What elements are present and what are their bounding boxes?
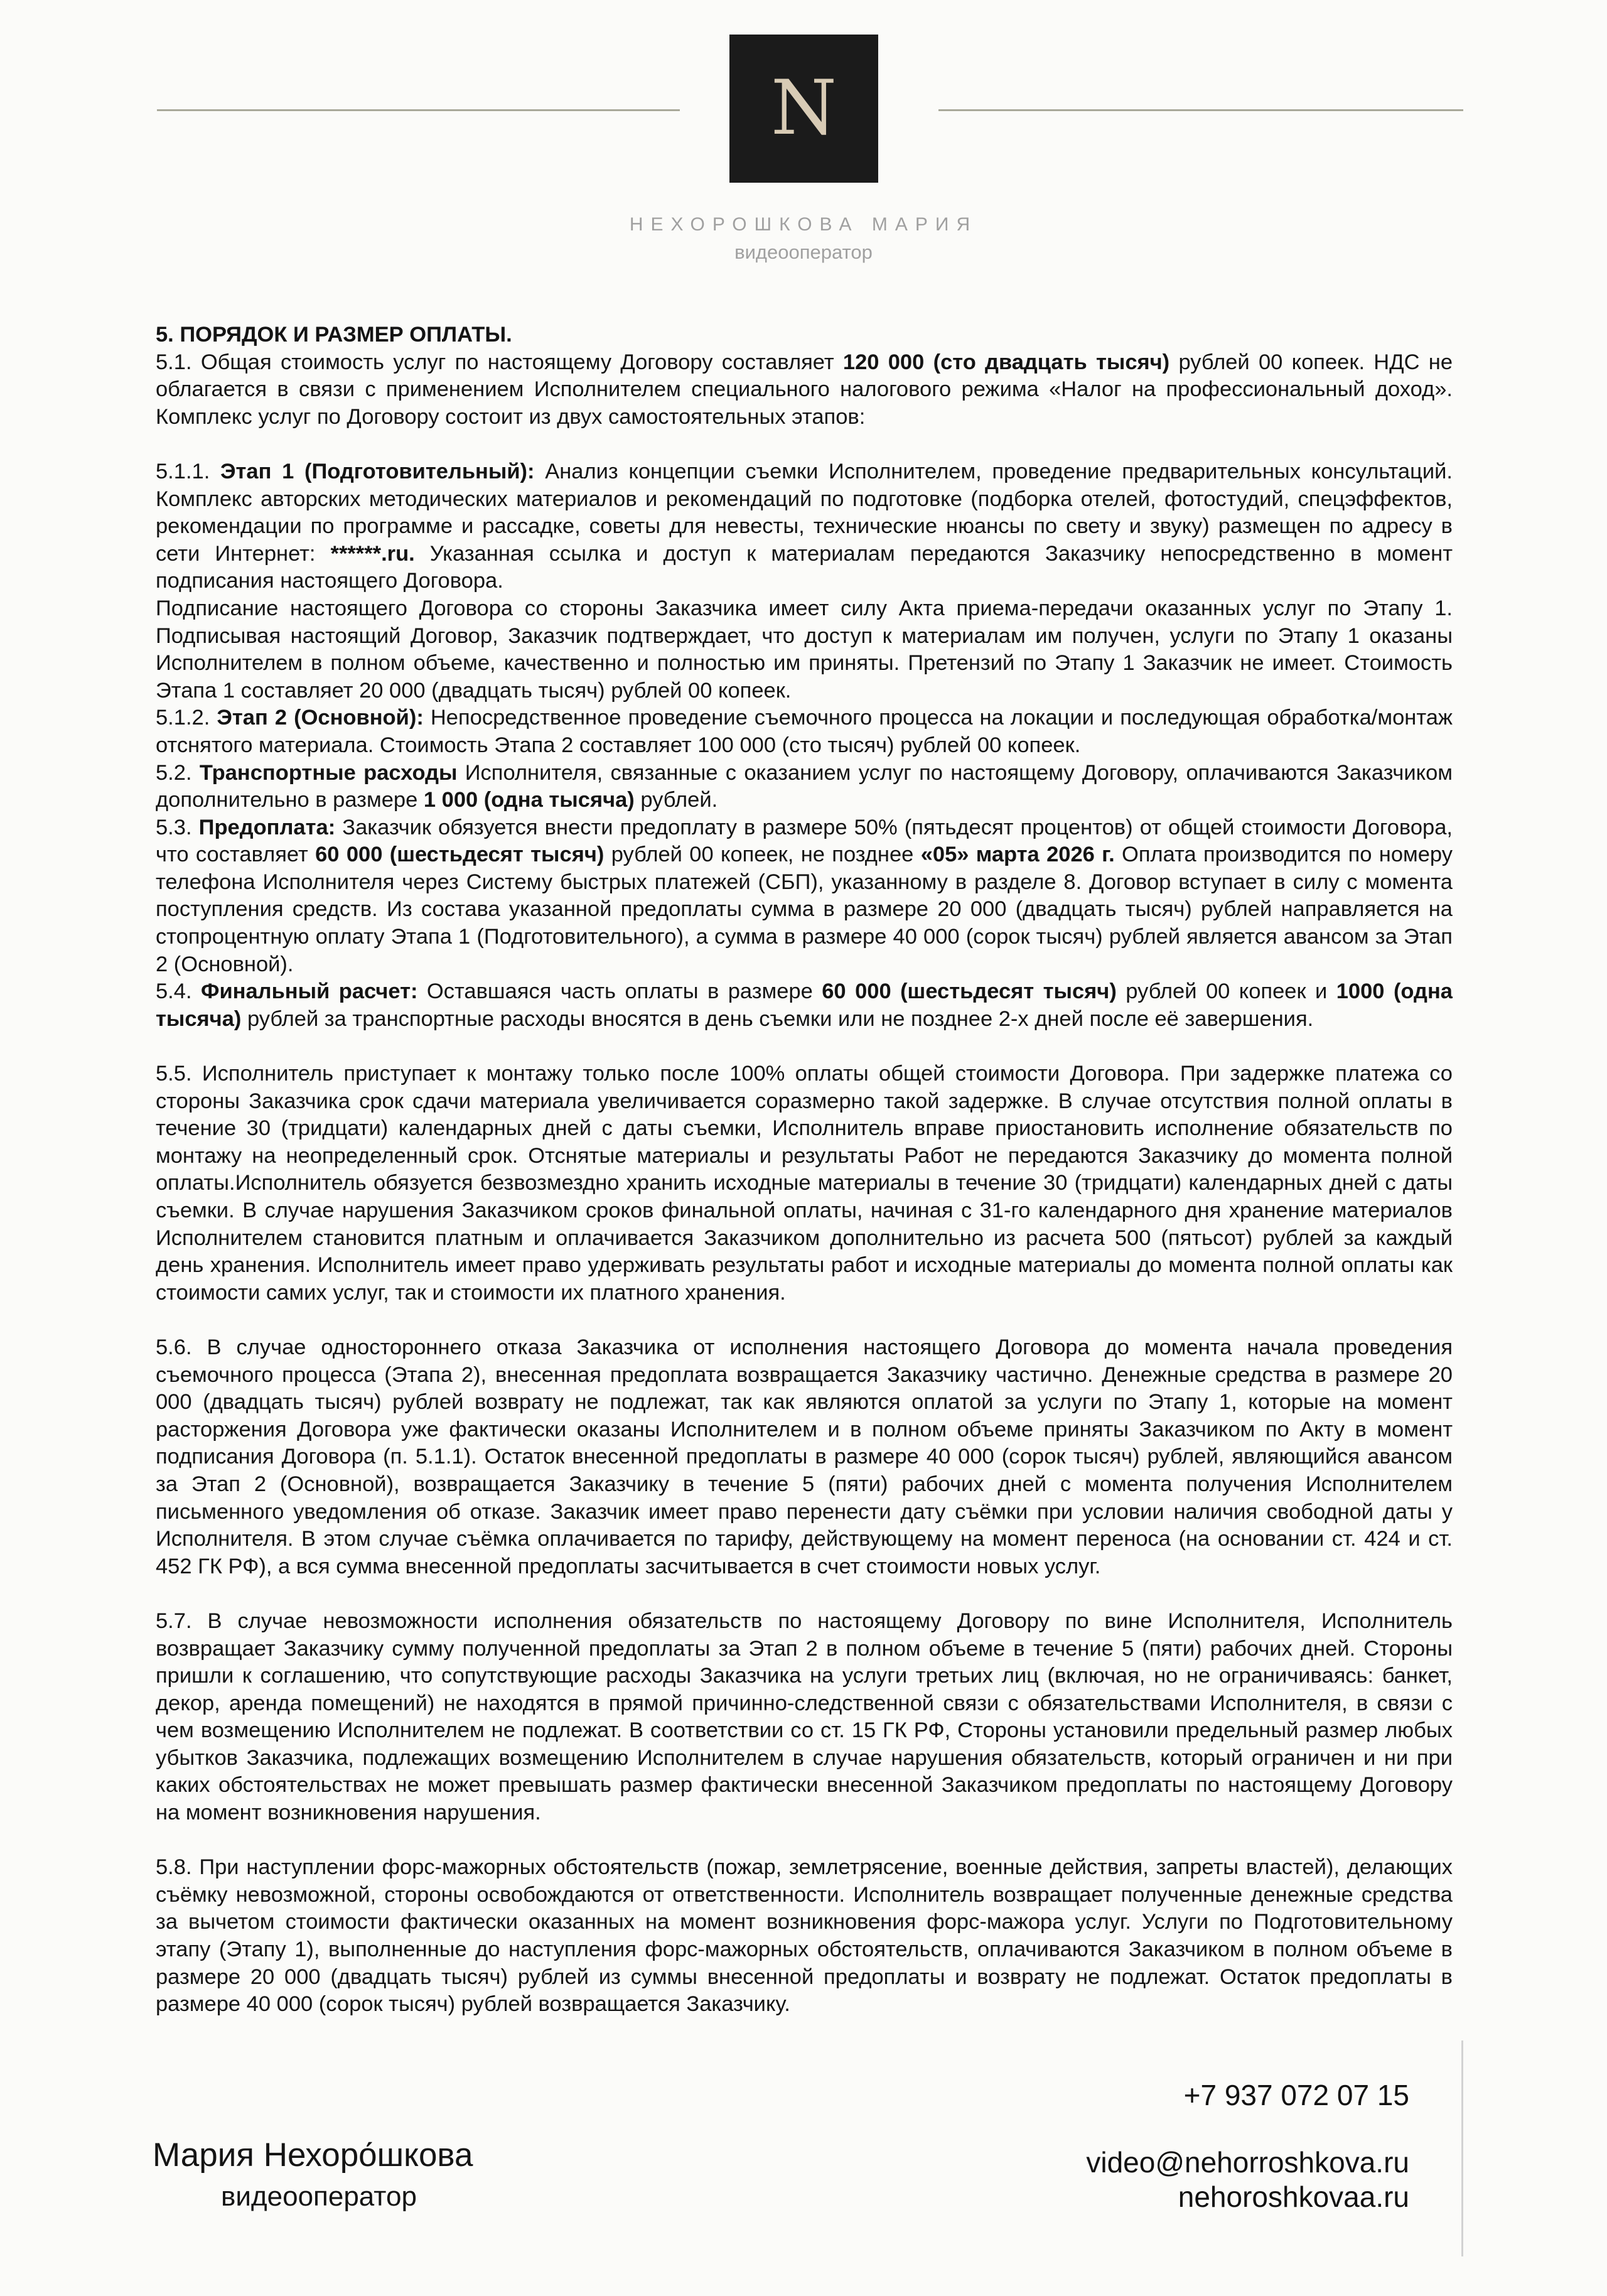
header-rule-left <box>157 109 680 111</box>
contact-email[interactable]: video@nehorroshkova.ru <box>1086 2146 1409 2179</box>
clause-5-1-1: 5.1.1. Этап 1 (Подготовительный): Анализ концепции съемки Исполнителем, проведение предварительных консультаций. Комплекс авторских методических материалов и рекомендаций по подготовке (подборка отелей, фотостудий, спецэффектов, рекомендации по программе и рассадке, советы для невесты, технические нюансы по свету и звуку) размещен по адресу в сети Интернет: ******.ru. Указанная ссылка и доступ к материалам передаются Заказчику непосредственно в момент подписания настоящего Договора. <box>156 459 1453 593</box>
clause-5-4: 5.4. Финальный расчет: Оставшаяся часть оплаты в размере 60 000 (шестьдесят тысяч) рублей 00 копеек и 1000 (одна тысяча) рублей за транспортные расходы вносятся в день съемки или не позднее 2-х дней после её завершения. <box>156 979 1453 1031</box>
brand-name: НЕХОРОШКОВА МАРИЯ <box>629 214 978 235</box>
section-title: 5. ПОРЯДОК И РАЗМЕР ОПЛАТЫ. <box>156 323 512 347</box>
clause-5-7: 5.7. В случае невозможности исполнения обязательств по настоящему Договору по вине Исполнителя, Исполнитель возвращает Заказчику сумму полученной предоплаты за Этап 2 в полном объеме в течение 5 (пяти) рабочих дней. Стороны пришли к соглашению, что сопутствующие расходы Заказчика на услуги третьих лиц (включая, но не ограничиваясь: банкет, декор, аренда помещений) не находятся в прямой причинно-следственной связи с обязательствами Исполнителя, в связи с чем возмещению Исполнителем не подлежат. В соответствии со ст. 15 ГК РФ, Стороны установили предельный размер любых убытков Заказчика, подлежащих возмещению Исполнителем в случае нарушения обязательств, который ограничен и ни при каких обстоятельствах не может превышать размер фактически внесенной Заказчиком предоплаты по настоящему Договору на момент возникновения нарушения. <box>156 1609 1453 1825</box>
clause-5-6: 5.6. В случае одностороннего отказа Заказчика от исполнения настоящего Договора до момента начала проведения съемочного процесса (Этапа 2), внесенная предоплата возвращается Заказчику частично. Денежные средства в размере 20 000 (двадцать тысяч) рублей возврату не подлежат, так как являются оплатой за услуги по Этапу 1, которые на момент расторжения Договора уже фактически оказаны Исполнителем и в полном объеме приняты Заказчиком по Акту в момент подписания Договора (п. 5.1.1). Остаток внесенной предоплаты в размере 40 000 (сорок тысяч) рублей, являющийся авансом за Этап 2 (Основной), возвращается Заказчику в течение 5 (пяти) рабочих дней с момента получения Исполнителем письменного уведомления об отказе. Заказчик имеет право перенести дату съёмки при условии наличия свободной даты у Исполнителя. В этом случае съёмка оплачивается по тарифу, действующему на момент переноса (на основании ст. 424 и ст. 452 ГК РФ), а вся сумма внесенной предоплаты засчитывается в счет стоимости новых услуг. <box>156 1335 1453 1578</box>
clause-5-1-2: 5.1.2. Этап 2 (Основной): Непосредственное проведение съемочного процесса на локации и последующая обработка/монтаж отснятого материала. Стоимость Этапа 2 составляет 100 000 (сто тысяч) рублей 00 копеек. <box>156 706 1453 757</box>
clause-5-1-1-act: Подписание настоящего Договора со стороны Заказчика имеет силу Акта приема-передачи оказанных услуг по Этапу 1. Подписывая настоящий Договор, Заказчик подтверждает, что доступ к материалам им получен, услуги по Этапу 1 оказаны Исполнителем в полном объеме, качественно и полностью им приняты. Претензий по Этапу 1 Заказчик не имеет. Стоимость Этапа 1 составляет 20 000 (двадцать тысяч) рублей 00 копеек. <box>156 596 1453 703</box>
contract-section <box>156 321 1453 2018</box>
signature-role: видеооператор <box>221 2181 417 2212</box>
clause-5-2: 5.2. Транспортные расходы Исполнителя, связанные с оказанием услуг по настоящему Договору, оплачиваются Заказчиком дополнительно в размере 1 000 (одна тысяча) рублей. <box>156 760 1453 812</box>
brand-role: видеооператор <box>734 241 873 263</box>
clause-5-5: 5.5. Исполнитель приступает к монтажу только после 100% оплаты общей стоимости Договора. При задержке платежа со стороны Заказчика срок сдачи материала увеличивается соразмерно такой задержке. В случае отсутствия полной оплаты в течение 30 (тридцати) календарных дней с даты съемки, Исполнитель вправе приостановить исполнение обязательств по монтажу на неопределенный срок. Отснятые материалы и результаты Работ не передаются Заказчику до момента полной оплаты.Исполнитель обязуется безвозмездно хранить исходные материалы в течение 30 (тридцати) календарных дней с даты съемки. В случае нарушения Заказчиком сроков финальной оплаты, начиная с 31-го календарного дня хранение материалов Исполнителем становится платным и оплачивается Заказчиком дополнительно из расчета 500 (пятьсот) рублей за каждый день хранения. Исполнитель имеет право удерживать результаты работ и исходные материалы до момента полной оплаты как стоимости самих услуг, так и стоимости их платного хранения. <box>156 1062 1453 1305</box>
clause-5-1: 5.1. Общая стоимость услуг по настоящему Договору составляет 120 000 (сто двадцать тысяч) рублей 00 копеек. НДС не облагается в связи с применением Исполнителем специального налогового режима «Налог на профессиональный доход». Комплекс услуг по Договору состоит из двух самостоятельных этапов: <box>156 350 1453 429</box>
clause-5-8: 5.8. При наступлении форс-мажорных обстоятельств (пожар, землетрясение, военные действия, запреты властей), делающих съёмку невозможной, стороны освобождаются от ответственности. Исполнитель возвращает полученные денежные средства за вычетом стоимости фактически оказанных на момент возникновения форс-мажора услуг. Услуги по Подготовительному этапу (Этапу 1), выполненные до наступления форс-мажорных обстоятельств, оплачиваются Заказчиком в полном объеме в размере 20 000 (двадцать тысяч) рублей из суммы внесенной предоплаты и возврату не подлежат. Остаток предоплаты в размере 40 000 (сорок тысяч) рублей возвращается Заказчику. <box>156 1855 1453 2017</box>
clause-5-3: 5.3. Предоплата: Заказчик обязуется внести предоплату в размере 50% (пятьдесят процентов) от общей стоимости Договора, что составляет 60 000 (шестьдесят тысяч) рублей 00 копеек, не позднее «05» марта 2026 г. Оплата производится по номеру телефона Исполнителя через Систему быстрых платежей (СБП), указанному в разделе 8. Договор вступает в силу с момента поступления средств. Из состава указанной предоплаты сумма в размере 20 000 (двадцать тысяч) рублей направляется на стопроцентную оплату Этапа 1 (Подготовительного), а сумма в размере 40 000 (сорок тысяч) рублей является авансом за Этап 2 (Основной). <box>156 815 1453 976</box>
logo <box>729 35 878 183</box>
contact-phone[interactable]: +7 937 072 07 15 <box>1183 2079 1409 2111</box>
footer-divider <box>1461 2040 1463 2256</box>
logo-letter: N <box>771 65 837 152</box>
signature-name: Мария Нехоро́шкова <box>153 2137 473 2174</box>
header-rule-right <box>938 109 1463 111</box>
contact-website[interactable]: nehoroshkovaa.ru <box>1178 2180 1409 2213</box>
